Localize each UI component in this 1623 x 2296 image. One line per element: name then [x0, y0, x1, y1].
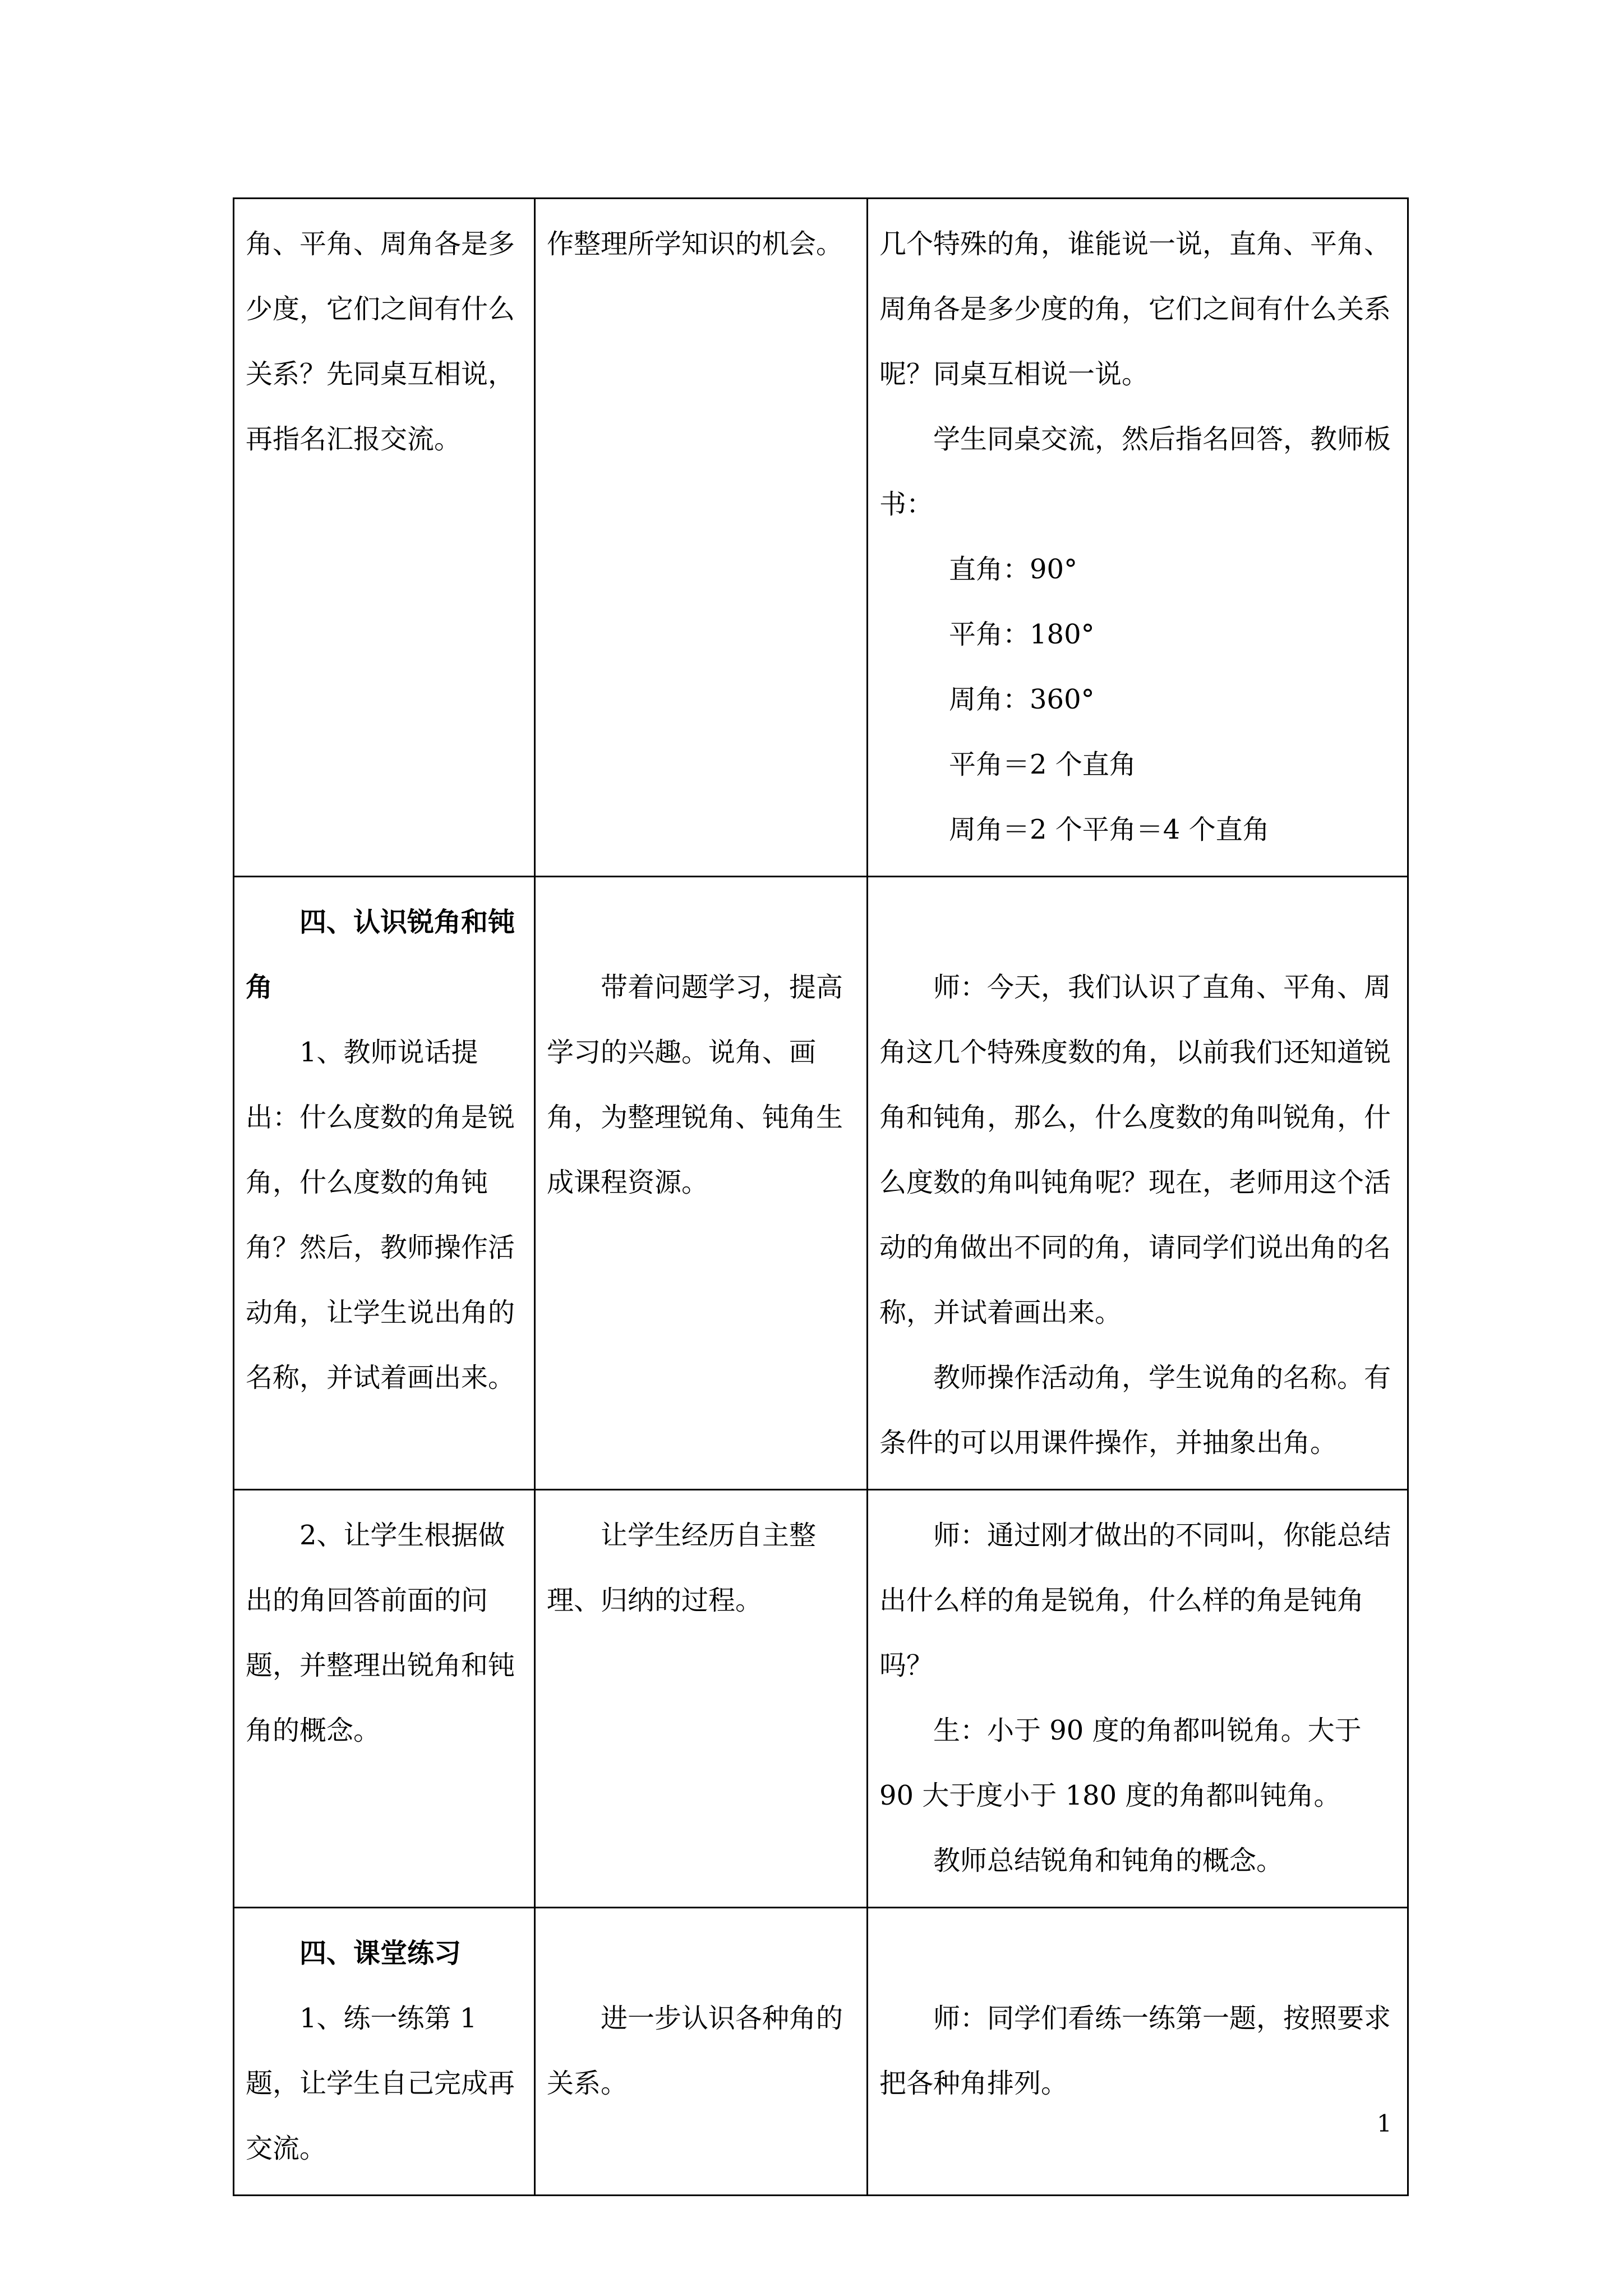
- activity-text: 2、让学生根据做出的角回答前面的问题，并整理出锐角和钝角的概念。: [246, 1520, 515, 1746]
- intent-text: 让学生经历自主整理、归纳的过程。: [547, 1520, 817, 1616]
- process-cell: [868, 877, 1408, 1490]
- activity-cell: [234, 1908, 535, 2196]
- table-row: [234, 877, 1408, 1490]
- page-number: 1: [1377, 2110, 1392, 2137]
- board-line: 周角＝2 个平角＝4 个直角: [949, 814, 1270, 845]
- process-text: 教师总结锐角和钝角的概念。: [933, 1845, 1284, 1876]
- board-line: 周角：360°: [949, 684, 1095, 715]
- intent-cell: [535, 199, 868, 877]
- intent-text: 带着问题学习，提高学习的兴趣。说角、画角，为整理锐角、钝角生成课程资源。: [547, 972, 843, 1198]
- intent-cell: [535, 1908, 868, 2196]
- process-cell: [868, 199, 1408, 877]
- activity-cell: [234, 877, 535, 1490]
- process-text: 师：今天，我们认识了直角、平角、周角这几个特殊度数的角，以前我们还知道锐角和钝角，那么，什么度数的角叫锐角，什么度数的角叫钝角呢？现在，老师用这个活动的角做出不同的角，请同学们说出角的名称，并试着画出来。: [879, 972, 1391, 1328]
- section-heading: 四、课堂练习: [299, 1938, 462, 1969]
- section-heading: 四、认识锐角和钝角: [246, 907, 515, 1003]
- process-cell: [868, 1490, 1408, 1908]
- intent-text: 作整理所学知识的机会。: [547, 228, 843, 260]
- table-row: [234, 1908, 1408, 2196]
- activity-cell: [234, 199, 535, 877]
- intent-cell: [535, 877, 868, 1490]
- activity-text: 1、练一练第 1 题，让学生自己完成再交流。: [246, 2003, 515, 2164]
- activity-text: 1、教师说话提出：什么度数的角是锐角，什么度数的角钝角？然后，教师操作活动角，让学生说出角的名称，并试着画出来。: [246, 1037, 515, 1393]
- board-line: 直角：90°: [949, 554, 1078, 585]
- process-text: 生：小于 90 度的角都叫锐角。大于 90 大于度小于 180 度的角都叫钝角。: [879, 1715, 1362, 1811]
- process-text: 学生同桌交流，然后指名回答，教师板书：: [879, 424, 1391, 520]
- activity-text: 角、平角、周角各是多少度，它们之间有什么关系？先同桌互相说，再指名汇报交流。: [246, 228, 515, 455]
- process-text: 师：通过刚才做出的不同叫，你能总结出什么样的角是锐角，什么样的角是钝角吗？: [879, 1520, 1391, 1681]
- board-line: 平角：180°: [949, 619, 1095, 650]
- process-cell: [868, 1908, 1408, 2196]
- activity-cell: [234, 1490, 535, 1908]
- board-line: 平角＝2 个直角: [949, 749, 1136, 780]
- table-row: [234, 1490, 1408, 1908]
- process-text: 教师操作活动角，学生说角的名称。有条件的可以用课件操作，并抽象出角。: [879, 1362, 1391, 1458]
- table-row: [234, 199, 1408, 877]
- process-text: 几个特殊的角，谁能说一说，直角、平角、周角各是多少度的角，它们之间有什么关系呢？同桌互相说一说。: [879, 228, 1391, 390]
- process-text: 师：同学们看练一练第一题，按照要求把各种角排列。: [879, 2003, 1391, 2099]
- intent-cell: [535, 1490, 868, 1908]
- intent-text: 进一步认识各种角的关系。: [547, 2003, 843, 2099]
- lesson-plan-table: [233, 197, 1409, 2196]
